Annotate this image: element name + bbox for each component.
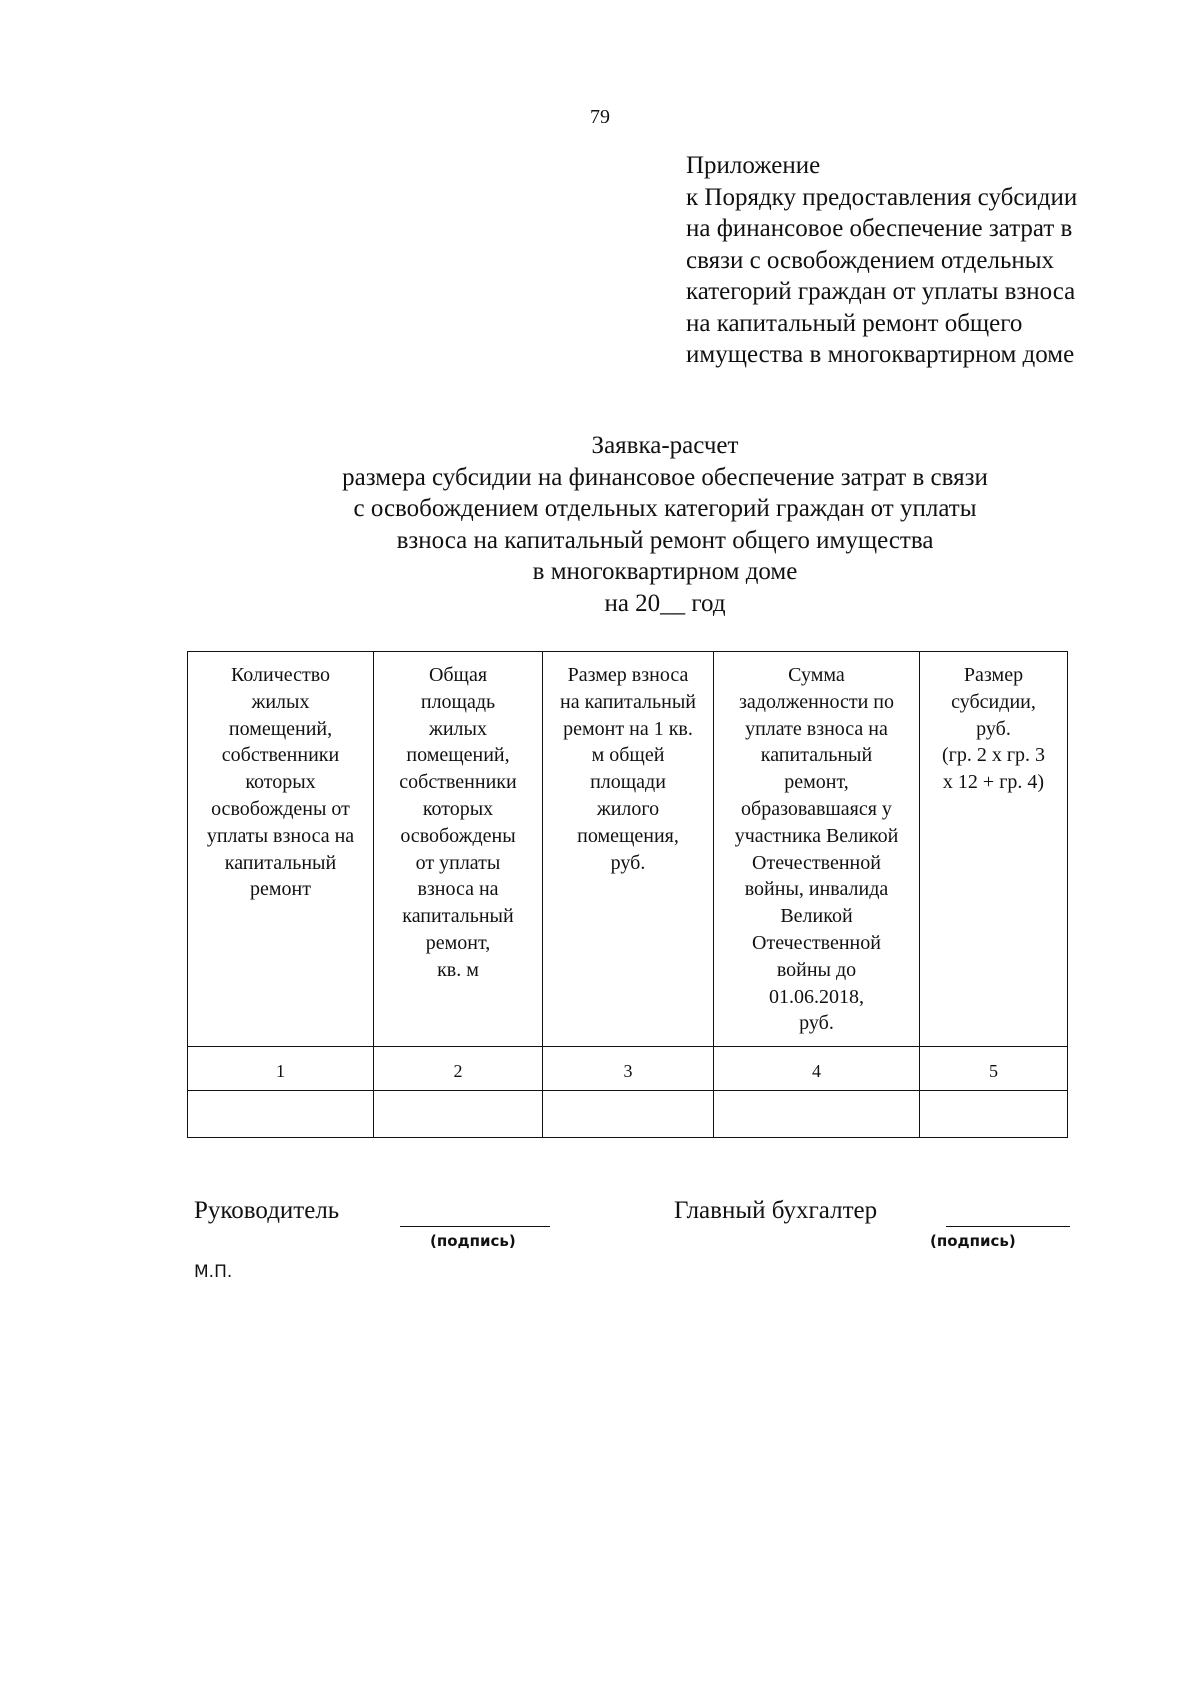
- header-line: м общей: [591, 744, 665, 767]
- header-line: участника Великой: [734, 824, 899, 847]
- header-line: ремонт,: [784, 771, 849, 794]
- header-line: которых: [422, 797, 494, 820]
- appendix-line: категорий граждан от уплаты взноса: [686, 278, 1076, 305]
- header-line: Размер взноса: [567, 664, 689, 686]
- header-line: от уплаты: [415, 851, 501, 874]
- header-line: площадь: [420, 690, 496, 713]
- header-line: помещений,: [406, 744, 510, 767]
- header-line: Великой: [780, 905, 853, 928]
- header-line: капитальный: [224, 851, 337, 874]
- header-line: Отечественной: [752, 931, 881, 954]
- header-line: на капитальный: [560, 690, 696, 713]
- data-entry-row: [188, 1091, 1068, 1138]
- title-line: размера субсидии на финансовое обеспечение затрат в связи: [342, 463, 988, 491]
- header-line: руб.: [610, 851, 646, 874]
- header-line: капитальный: [402, 905, 514, 928]
- header-line: собственники: [221, 744, 340, 767]
- title-line: на 20__ год: [604, 589, 726, 617]
- header-line: жилых: [251, 690, 310, 713]
- appendix-line: имущества в многоквартирном доме: [686, 341, 1075, 368]
- header-line: помещений,: [228, 717, 333, 740]
- appendix-line: на финансовое обеспечение затрат в: [686, 215, 1073, 242]
- document-title: [0, 430, 1200, 619]
- accountant-signature-caption: (подпись): [930, 1232, 1016, 1250]
- data-cell: [714, 1091, 920, 1138]
- data-cell: [543, 1091, 714, 1138]
- calculation-table: [187, 651, 1068, 1138]
- table-header-row: [188, 652, 1068, 1047]
- header-line: уплате взноса на: [745, 717, 888, 740]
- header-line: освобождены от: [211, 797, 350, 820]
- column-number: 3: [543, 1047, 714, 1091]
- appendix-line: связи с освобождением отдельных: [686, 246, 1055, 274]
- header-line: Отечественной: [752, 851, 881, 874]
- header-line: задолженности по: [738, 690, 895, 713]
- header-line: войны, инвалида: [744, 878, 889, 901]
- header-line: (гр. 2 х гр. 3: [941, 744, 1046, 767]
- header-line: Количество: [230, 664, 331, 686]
- header-line: ремонт на 1 кв.: [563, 717, 693, 740]
- column-number: 2: [374, 1047, 543, 1091]
- appendix-line: на капитальный ремонт общего: [686, 309, 1023, 337]
- header-line: которых: [245, 771, 316, 794]
- head-signature-caption: (подпись): [430, 1232, 516, 1250]
- header-line: освобождены: [400, 824, 516, 847]
- header-line: Размер: [963, 664, 1024, 686]
- appendix-note: [686, 150, 1166, 371]
- header-cell-1: [188, 652, 374, 1047]
- header-line: 01.06.2018,: [769, 985, 864, 1008]
- header-cell-2: [374, 652, 543, 1047]
- header-line: жилых: [429, 717, 487, 740]
- header-line: образовавшаяся у: [741, 797, 892, 820]
- seal-placeholder: М.П.: [194, 1262, 233, 1282]
- header-line: кв. м: [437, 958, 479, 981]
- header-line: жилого: [596, 797, 660, 820]
- data-cell: [374, 1091, 543, 1138]
- title-line: с освобождением отдельных категорий граждан от уплаты: [353, 495, 977, 522]
- header-line: х 12 + гр. 4): [942, 771, 1045, 794]
- header-cell-5: [920, 652, 1068, 1047]
- column-number: 1: [188, 1047, 374, 1091]
- appendix-line: к Порядку предоставления субсидии: [686, 183, 1078, 211]
- column-number: 4: [714, 1047, 920, 1091]
- header-line: Сумма: [788, 664, 845, 686]
- header-line: руб.: [799, 1012, 834, 1035]
- header-line: взноса на: [417, 878, 499, 901]
- header-line: собственники: [399, 771, 517, 794]
- head-signature-label: Руководитель: [194, 1197, 340, 1224]
- header-line: войны до: [776, 958, 857, 981]
- header-line: Общая: [428, 664, 488, 686]
- header-line: ремонт: [250, 878, 311, 901]
- header-line: субсидии,: [951, 690, 1036, 713]
- title-line: взноса на капитальный ремонт общего имущества: [396, 526, 934, 554]
- header-line: руб.: [976, 717, 1011, 740]
- header-cell-4: [714, 652, 920, 1047]
- header-line: уплаты взноса на: [206, 824, 355, 847]
- page-number: 79: [590, 106, 610, 128]
- header-line: капитальный: [760, 744, 873, 767]
- header-cell-3: [543, 652, 714, 1047]
- title-line: Заявка-расчет: [591, 432, 739, 459]
- accountant-signature-line: [946, 1226, 1070, 1227]
- column-number-row: [188, 1047, 1068, 1091]
- header-line: площади: [590, 771, 666, 794]
- head-signature-line: [400, 1226, 550, 1227]
- appendix-line: Приложение: [686, 152, 821, 179]
- header-line: помещения,: [577, 824, 679, 847]
- column-number: 5: [920, 1047, 1068, 1091]
- title-line: в многоквартирном доме: [532, 558, 798, 585]
- accountant-signature-label: Главный бухгалтер: [674, 1197, 878, 1224]
- data-cell: [188, 1091, 374, 1138]
- header-line: ремонт,: [425, 931, 491, 954]
- data-cell: [920, 1091, 1068, 1138]
